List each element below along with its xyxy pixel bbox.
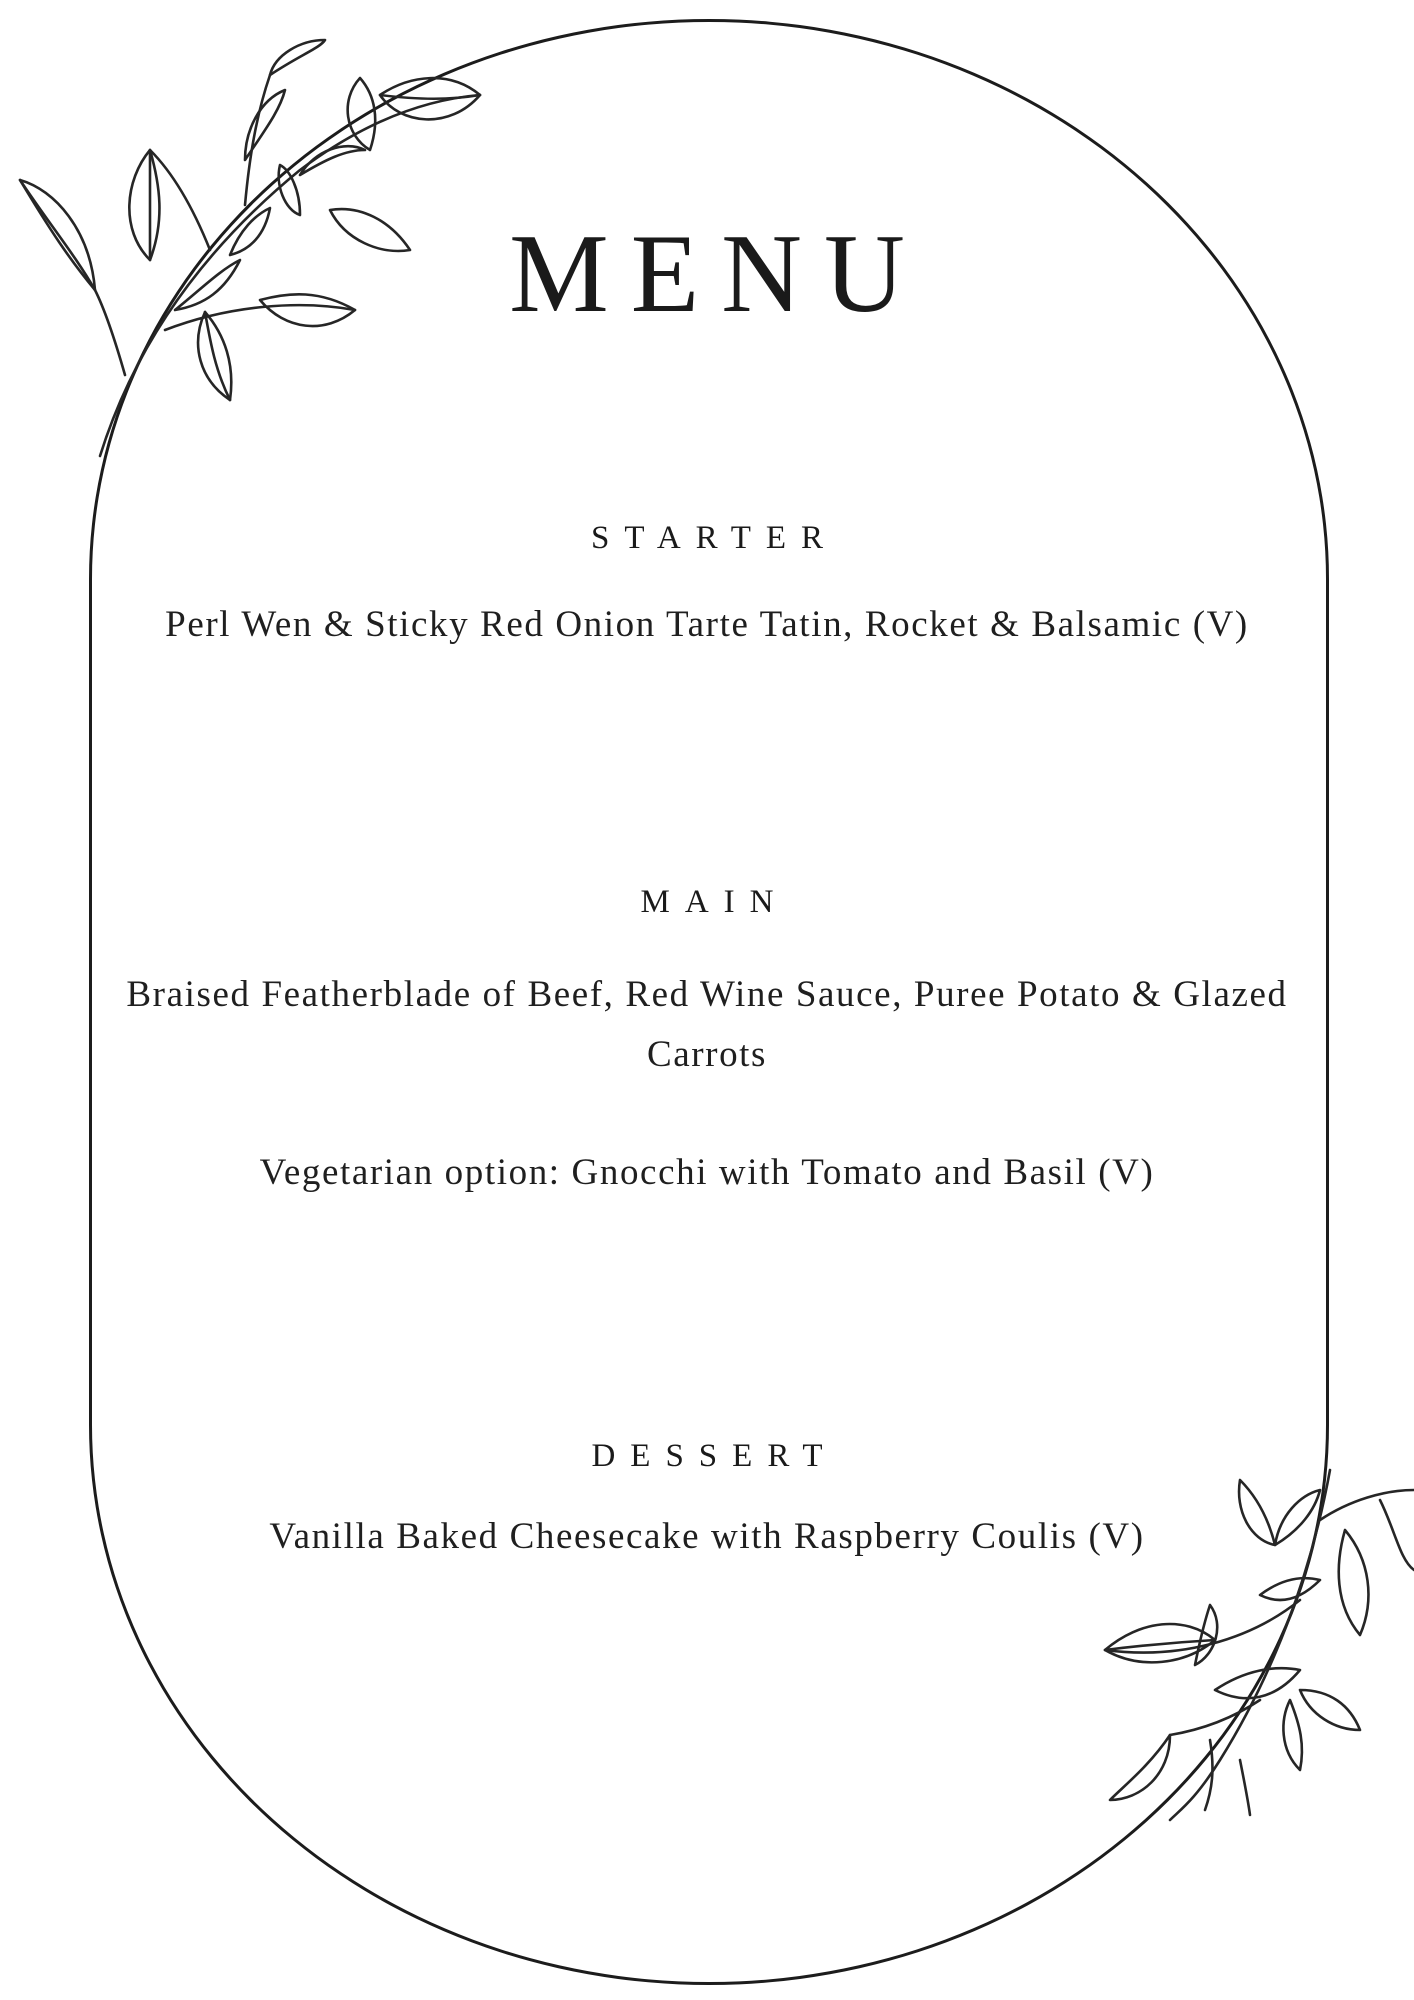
dish-starter: Perl Wen & Sticky Red Onion Tarte Tatin, Rocket & Balsamic (V) — [165, 604, 1249, 645]
section-heading-starter: STARTER — [590, 520, 839, 556]
section-heading-main: MAIN — [640, 884, 789, 920]
dish-main-vegetarian: Vegetarian option: Gnocchi with Tomato and Basil (V) — [259, 1152, 1155, 1193]
menu-title: MENU — [509, 212, 927, 336]
section-starter — [120, 522, 1294, 655]
section-heading-dessert: DESSERT — [591, 1438, 838, 1474]
section-main — [120, 886, 1294, 1203]
section-dessert — [120, 1440, 1294, 1567]
dish-main: Braised Featherblade of Beef, Red Wine Sauce, Puree Potato & Glazed Carrots — [126, 974, 1288, 1075]
dish-dessert: Vanilla Baked Cheesecake with Raspberry Coulis (V) — [269, 1516, 1145, 1557]
